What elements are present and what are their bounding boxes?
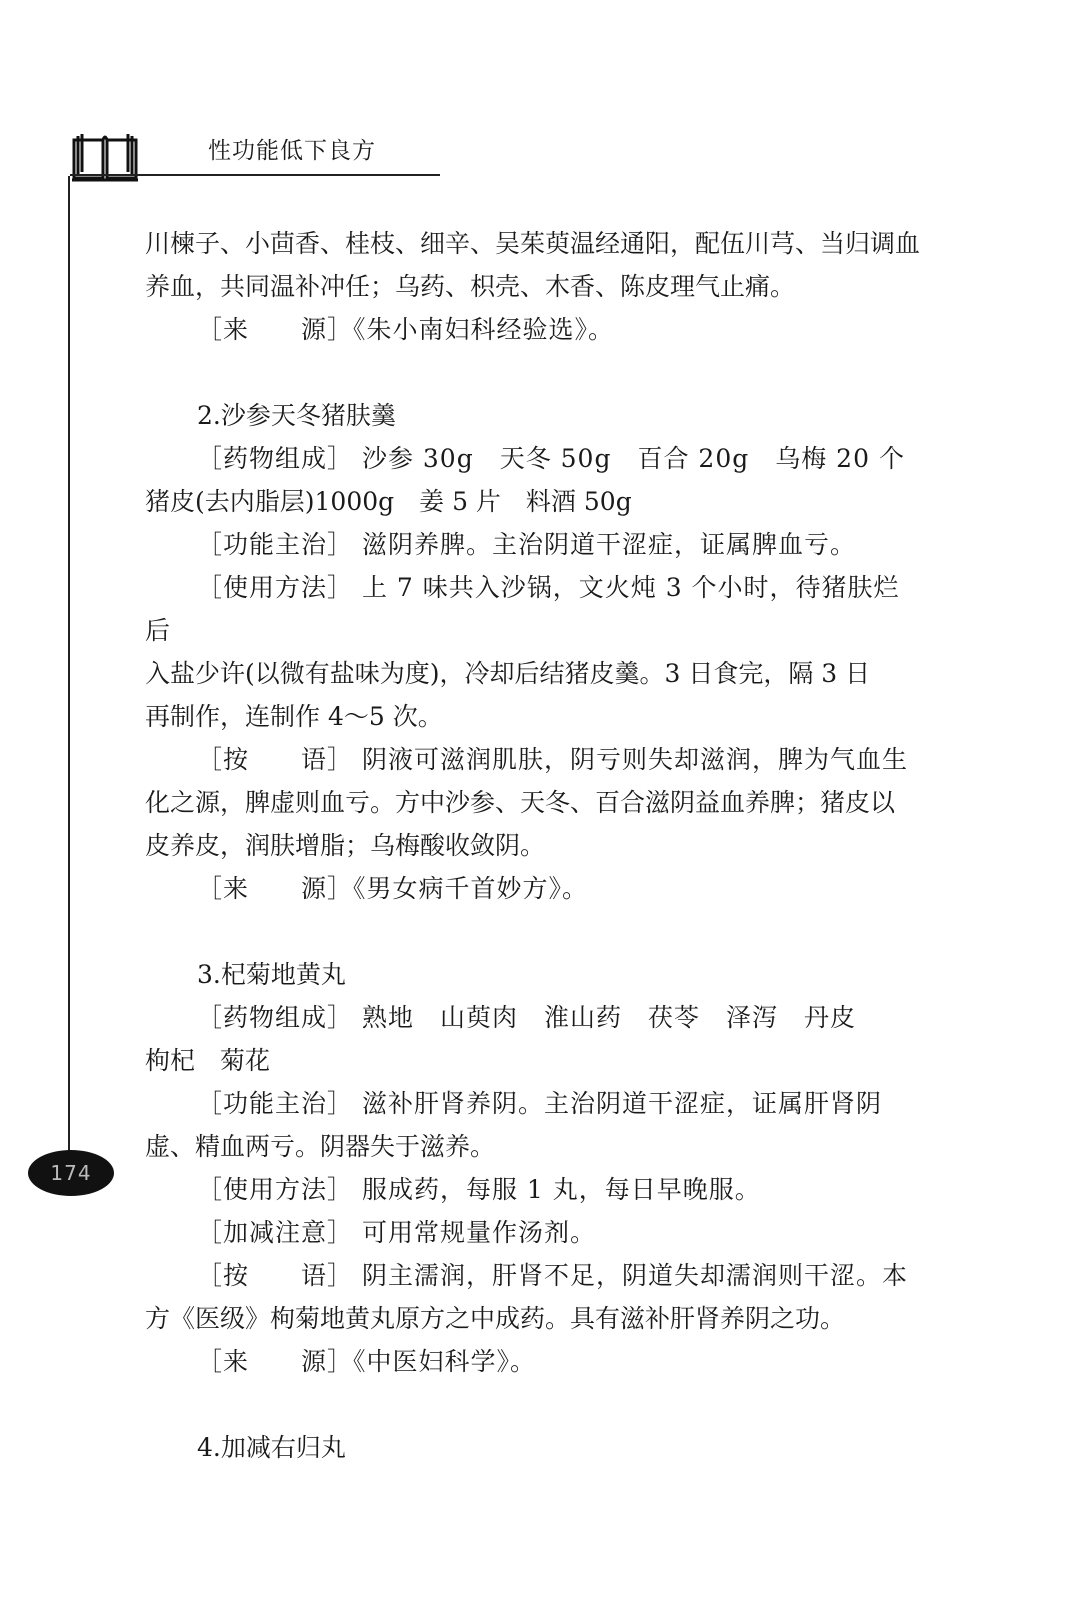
source-line: ［来 源］《男女病千首妙方》。 [197, 874, 589, 903]
usage-line: ［使用方法］ 服成药，每服 1 丸，每日早晚服。 [197, 1175, 761, 1204]
source-line: ［来 源］《朱小南妇科经验选》。 [197, 315, 615, 344]
commentary-line: ［按 语］ 阴主濡润，肝肾不足，阴道失却濡润则干涩。本 [197, 1261, 908, 1290]
body-line: 养血，共同温补冲任；乌药、枳壳、木香、陈皮理气止痛。 [145, 272, 796, 301]
body-line: 入盐少许(以微有盐味为度)，冷却后结猪皮羹。3 日食完，隔 3 日 [145, 659, 871, 688]
indications-line: ［功能主治］ 滋补肝肾养阴。主治阴道干涩症，证属肝肾阴 [197, 1089, 882, 1118]
indications-line: ［功能主治］ 滋阴养脾。主治阴道干涩症，证属脾血亏。 [197, 530, 856, 559]
body-line: 方《医级》枸菊地黄丸原方之中成药。具有滋补肝肾养阴之功。 [145, 1304, 846, 1333]
commentary-line: ［按 语］ 阴液可滋润肌肤，阴亏则失却滋润，脾为气血生 [197, 745, 908, 774]
page-number-badge: 174 [28, 1150, 114, 1196]
body-line: 川楝子、小茴香、桂枝、细辛、吴茱萸温经通阳，配伍川芎、当归调血 [145, 229, 921, 258]
body-line: 化之源，脾虚则血亏。方中沙参、天冬、百合滋阴益血养脾；猪皮以 [145, 788, 896, 817]
body-line: 皮养皮，润肤增脂；乌梅酸收敛阴。 [145, 831, 546, 860]
body-line: 虚、精血两亏。阴器失于滋养。 [145, 1132, 496, 1161]
usage-line: ［使用方法］ 上 7 味共入沙锅，文火炖 3 个小时，待猪肤烂后 [145, 573, 900, 645]
source-line: ［来 源］《中医妇科学》。 [197, 1347, 537, 1376]
entry-title: 3.杞菊地黄丸 [197, 960, 346, 989]
entry-title: 2.沙参天冬猪肤羹 [197, 401, 396, 430]
ingredients-line: ［药物组成］ 熟地 山萸肉 淮山药 茯苓 泽泻 丹皮 [197, 1003, 856, 1032]
running-header-title: 性功能低下良方 [208, 138, 376, 164]
entry-title: 4.加减右归丸 [197, 1433, 346, 1462]
header-rule [70, 174, 440, 176]
margin-rule [68, 176, 70, 1166]
body-line: 枸杞 菊花 [145, 1046, 271, 1075]
body-line: 猪皮(去内脂层)1000g 姜 5 片 料酒 50g [145, 487, 632, 516]
body-line: 再制作，连制作 4～5 次。 [145, 702, 443, 731]
modification-line: ［加减注意］ 可用常规量作汤剂。 [197, 1218, 596, 1247]
page-body [145, 222, 925, 1469]
ingredients-line: ［药物组成］ 沙参 30g 天冬 50g 百合 20g 乌梅 20 个 [197, 444, 905, 473]
